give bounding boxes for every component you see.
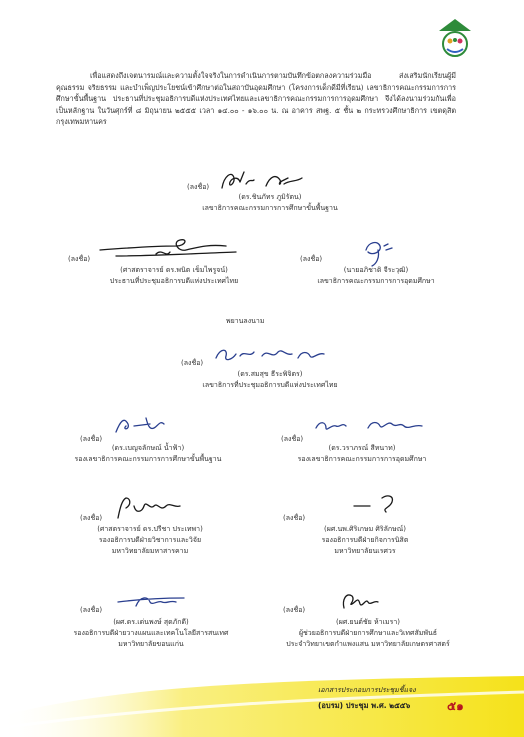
footer-wave-band (0, 676, 524, 737)
signature-7 (112, 494, 192, 524)
signatory-name: (ผศ.ดร.เด่นพงษ์ สุดภักดี) (113, 618, 189, 626)
footer-doc-subtitle: (อบรม) ประชุม พ.ศ. ๒๕๕๖ (318, 701, 411, 710)
signatory-title: รองเลขาธิการคณะกรรมการการศึกษาขั้นพื้นฐาน (74, 455, 222, 463)
sign-label: (ลงชื่อ) (283, 606, 306, 614)
sign-label: (ลงชื่อ) (300, 255, 323, 263)
signatory-name: (ดร.เบญจลักษณ์ น้ำฟ้า) (111, 444, 185, 452)
signature-8 (348, 490, 408, 516)
sign-label: (ลงชื่อ) (187, 183, 210, 191)
signatory-name: (ศาสตราจารย์ ดร.พนิต เข็มไพรูจน์) (120, 266, 228, 274)
signatory-6 (262, 443, 462, 465)
signatory-name: (นายอภิชาติ จีระวุฒิ) (343, 266, 409, 274)
school-logo-icon (437, 17, 473, 61)
signatory-title2: มหาวิทยาลัยมหาสารคาม (111, 547, 189, 555)
sign-label: (ลงชื่อ) (80, 514, 103, 522)
signatory-title: เลขาธิการคณะกรรมการการศึกษาขั้นพื้นฐาน (202, 204, 338, 212)
sign-label: (ลงชื่อ) (281, 435, 304, 443)
signatory-title1: ผู้ช่วยอธิการบดีฝ่ายการศึกษาและวิเทศสัมพันธ์ (298, 629, 438, 637)
paragraph-line1: เพื่อแสดงถึงเจตนารมณ์และความตั้งใจจริงในการดำเนินการตามบันทึกข้อตกลงความร่วมมือ (90, 71, 372, 80)
agreement-paragraph (56, 70, 456, 128)
witness-heading: พยานลงนาม (226, 317, 265, 325)
signatory-9 (56, 617, 246, 650)
signatory-4 (170, 369, 370, 391)
signatory-2 (84, 265, 264, 287)
sign-label: (ลงชื่อ) (283, 514, 306, 522)
signature-10 (338, 588, 388, 614)
signatory-title: เลขาธิการที่ประชุมอธิการบดีแห่งประเทศไทย (202, 381, 338, 389)
signatory-1 (180, 192, 360, 214)
signature-3 (358, 236, 398, 268)
signatory-name: (ดร.ชินภัทร ภูมิรัตน) (238, 193, 302, 201)
signatory-title1: รองอธิการบดีฝ่ายกิจการนิสิต (321, 536, 409, 544)
sign-label: (ลงชื่อ) (181, 359, 204, 367)
signature-2 (96, 232, 246, 260)
signature-6 (312, 414, 432, 438)
signatory-name: (ผศ.ยนต์ชัย ห้าเมรา) (336, 618, 400, 626)
signatory-name: (ดร.วราภรณ์ สีหนาท) (328, 444, 396, 452)
signatory-name: (ดร.สมสุข ธีระพิจิตร) (237, 370, 303, 378)
signatory-8 (280, 524, 450, 557)
signatory-title: รองเลขาธิการคณะกรรมการการอุดมศึกษา (297, 455, 427, 463)
sign-label: (ลงชื่อ) (68, 255, 91, 263)
signatory-title2: มหาวิทยาลัยขอนแก่น (118, 640, 184, 648)
page-number: ๕๑ (447, 699, 464, 713)
signatory-title: เลขาธิการคณะกรรมการการอุดมศึกษา (317, 277, 435, 285)
signature-9 (114, 590, 194, 612)
signatory-title: ประธานที่ประชุมอธิการบดีแห่งประเทศไทย (109, 277, 239, 285)
signature-4 (212, 342, 332, 368)
signatory-name: (ผศ.นพ.ศิริเกษม ศิริลักษณ์) (324, 525, 406, 533)
sign-label: (ลงชื่อ) (80, 606, 103, 614)
signatory-7 (60, 524, 240, 557)
sign-label: (ลงชื่อ) (80, 435, 103, 443)
paragraph-body: ส่งเสริมนักเรียนผู้มีคุณธรรม จริยธรรม และบำเพ็ญประโยชน์เข้าศึกษาต่อในสถาบันอุดมศึกษา (โครงการเด็กดีมีที่เรียน) เลขาธิการคณะกรรมการการศึกษาขั้นพื้นฐาน ประธานที่ประชุมอธิการบดีแห่งประเทศไทยและเลขาธิการคณะกรรมการการอุดมศึกษา จึงได้ลงนามร่วมกันเพื่อเป็นหลักฐาน ในวันศุกร์ที่ ๘ มิถุนายน ๒๕๕๕ เวลา ๑๔.๐๐ - ๑๖.๐๐ น. ณ อาคาร สพฐ. ๕ ชั้น ๒ กระทรวงศึกษาธิการ เขตดุสิต กรุงเทพมหานคร (56, 71, 456, 127)
signatory-title2: มหาวิทยาลัยนเรศวร (334, 547, 396, 555)
signature-5 (110, 412, 180, 438)
signatory-10 (258, 617, 478, 650)
signatory-5 (58, 443, 238, 465)
signatory-name: (ศาสตราจารย์ ดร.ปรีชา ประเทพา) (97, 525, 203, 533)
footer-doc-title: เอกสารประกอบการประชุมชี้แจง (318, 686, 416, 694)
signatory-3 (286, 265, 466, 287)
signature-1 (218, 168, 308, 194)
signatory-title1: รองอธิการบดีฝ่ายวิชาการและวิจัย (98, 536, 202, 544)
signatory-title2: ประจำวิทยาเขตกำแพงแสน มหาวิทยาลัยเกษตรศาสตร์ (286, 640, 450, 648)
signatory-title1: รองอธิการบดีฝ่ายวางแผนและเทคโนโลยีสารสนเทศ (73, 629, 229, 637)
